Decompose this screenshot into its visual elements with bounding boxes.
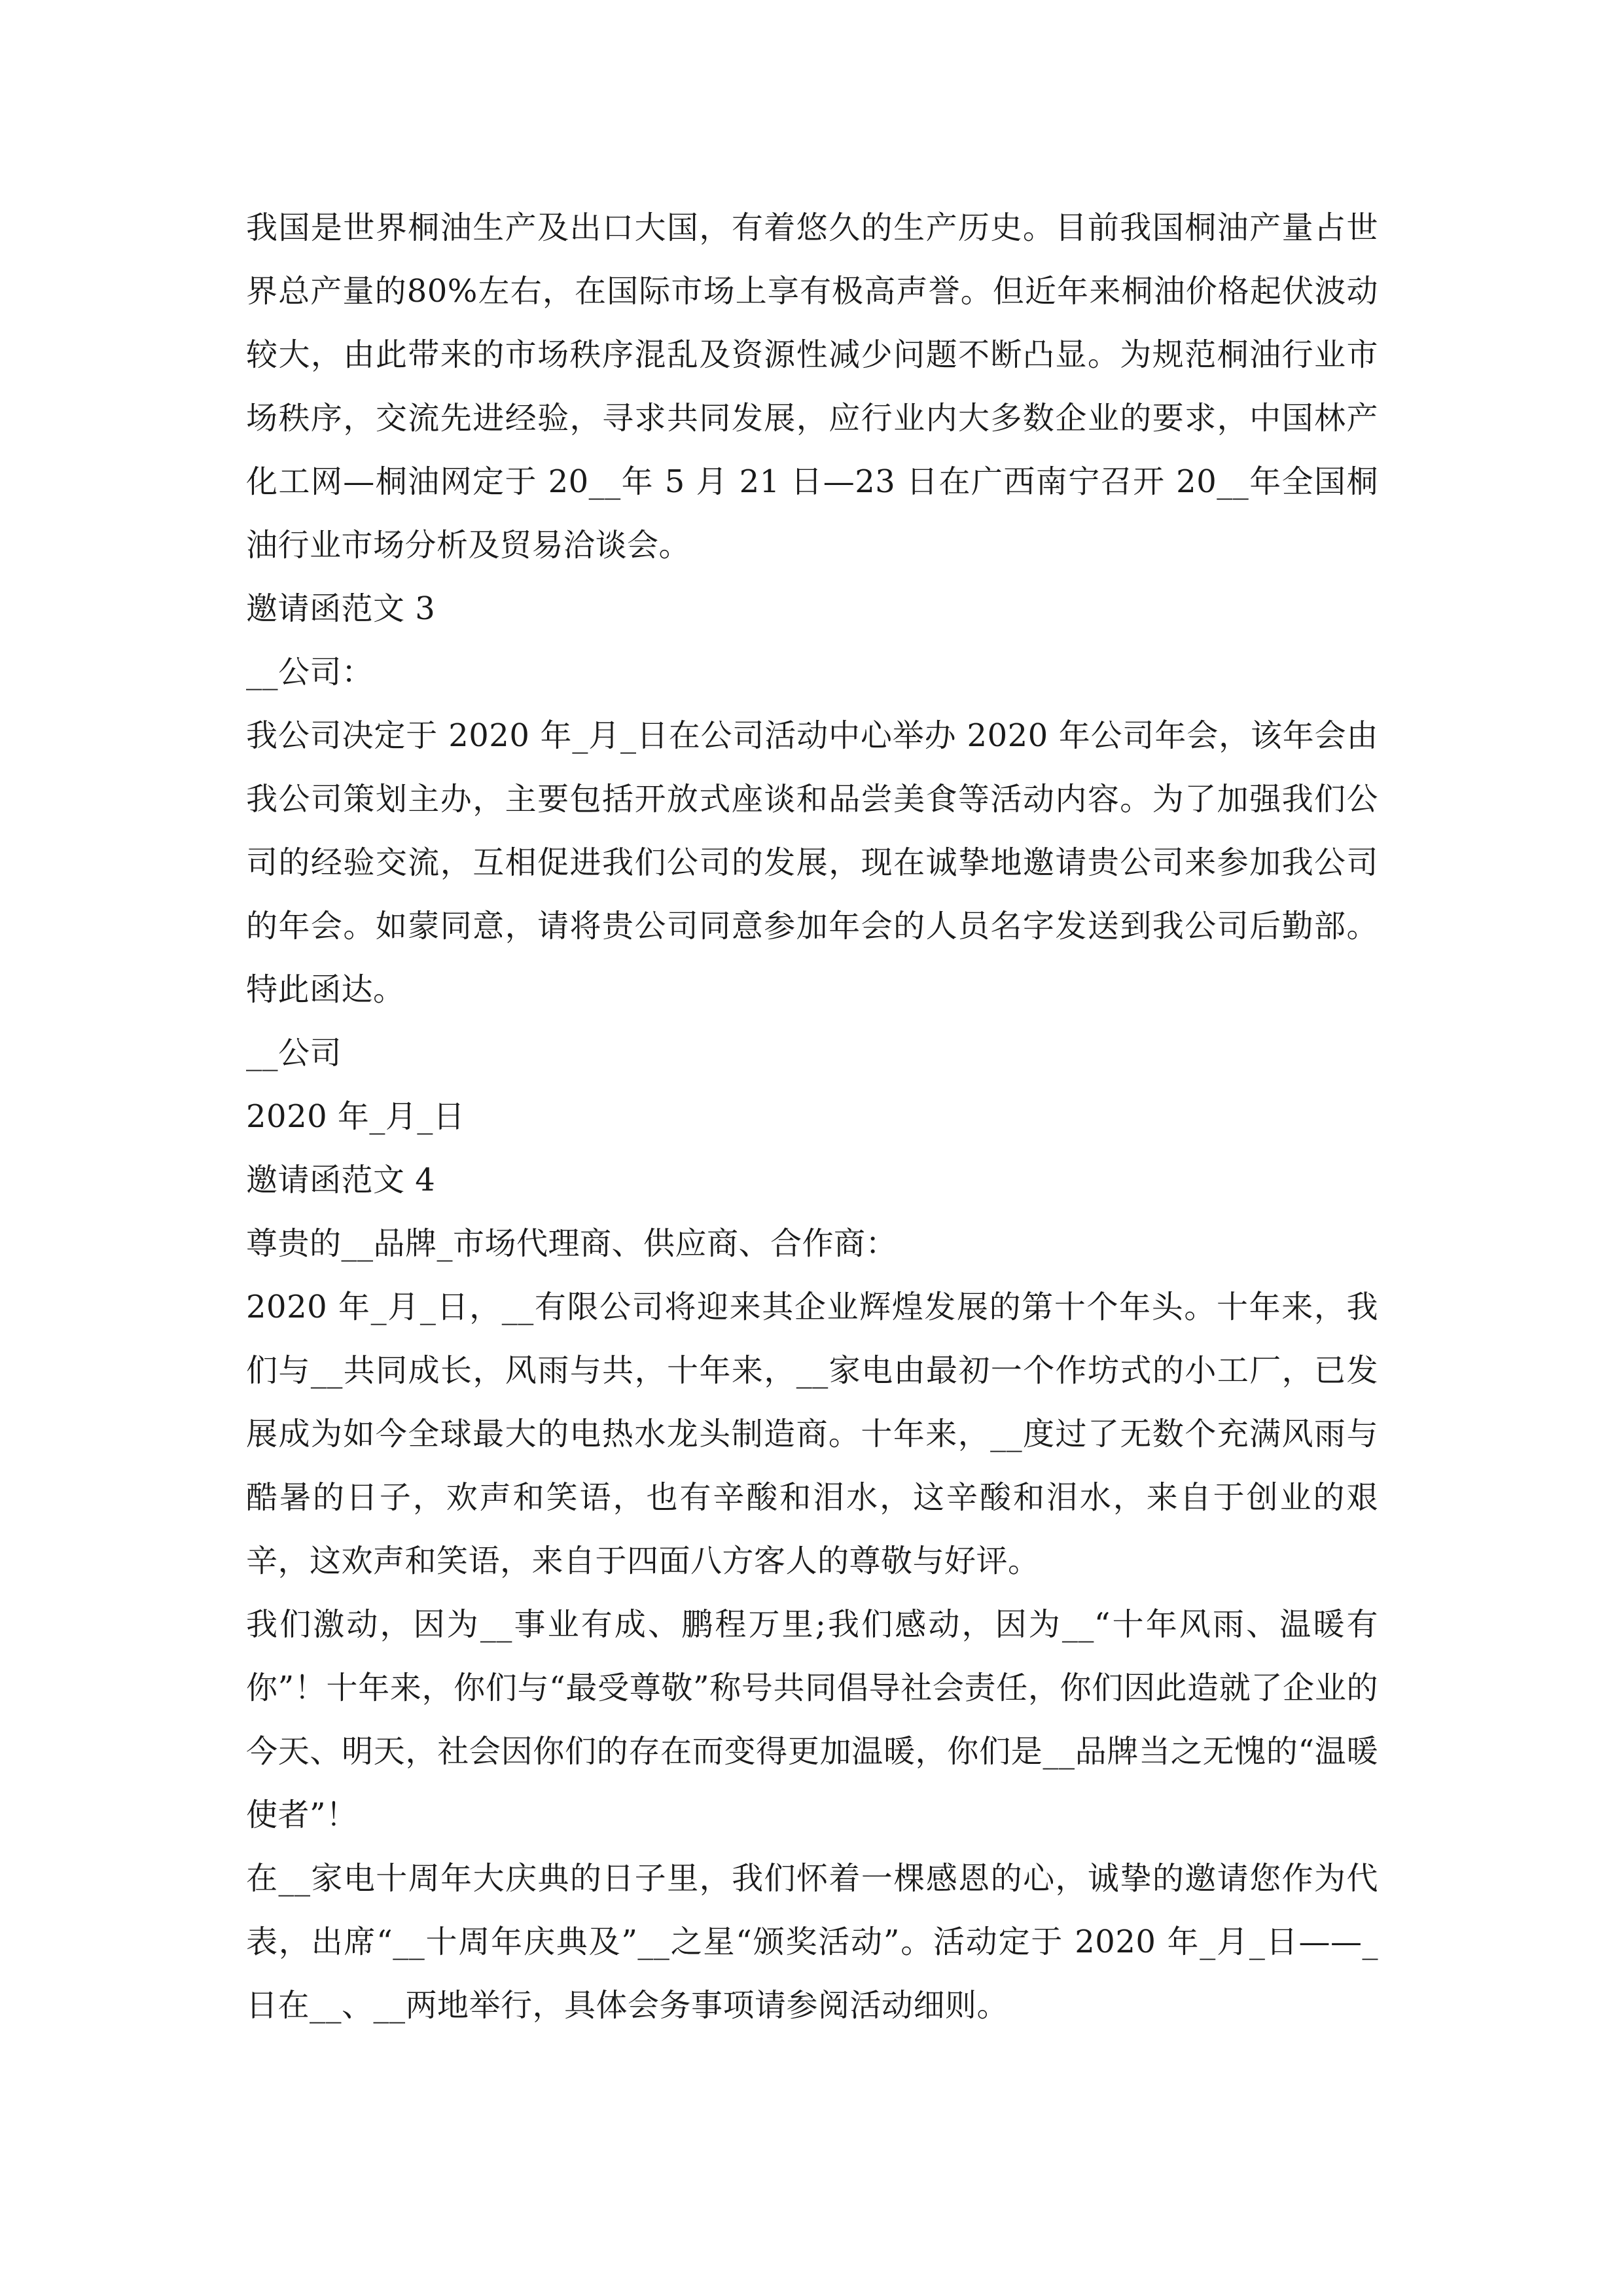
signature-company: __公司 — [246, 1035, 342, 1071]
paragraph-tung-oil-intro: 我国是世界桐油生产及出口大国，有着悠久的生产历史。目前我国桐油产量占世界总产量的80%左右，在国际市场上享有极高声誉。但近年来桐油价格起伏波动较大，由此带来的市场秩序混乱及资源性减少问题不断凸显。为规范桐油行业市场秩序，交流先进经验，寻求共同发展，应行业内大多数企业的要求，中国林产化工网—桐油网定于 20__年 5 月 21 日—23 日在广西南宁召开 20__年全国桐油行业市场分析及贸易洽谈会。 — [246, 209, 1378, 564]
salutation-company: __公司： — [246, 654, 374, 691]
salutation-partners: 尊贵的__品牌_市场代理商、供应商、合作商： — [246, 1225, 898, 1262]
heading-sample-3: 邀请函范文 3 — [246, 590, 436, 627]
signature-date: 2020 年_月_日 — [246, 1098, 465, 1135]
document-body — [246, 196, 1378, 2037]
paragraph-invitation-details: 在__家电十周年大庆典的日子里，我们怀着一棵感恩的心，诚挚的邀请您作为代表，出席“__十周年庆典及”__之星“颁奖活动”。活动定于 2020 年_月_日——_日在__、__两地举行，具体会务事项请参阅活动细则。 — [246, 1860, 1378, 2024]
paragraph-tenth-anniversary: 2020 年_月_日，__有限公司将迎来其企业辉煌发展的第十个年头。十年来，我们与__共同成长，风雨与共，十年来，__家电由最初一个作坊式的小工厂，已发展成为如今全球最大的电热水龙头制造商。十年来，__度过了无数个充满风雨与酷暑的日子，欢声和笑语，也有辛酸和泪水，这辛酸和泪水，来自于创业的艰辛，这欢声和笑语，来自于四面八方客人的尊敬与好评。 — [246, 1289, 1378, 1579]
paragraph-annual-meeting: 我公司决定于 2020 年_月_日在公司活动中心举办 2020 年公司年会，该年会由我公司策划主办，主要包括开放式座谈和品尝美食等活动内容。为了加强我们公司的经验交流，互相促进我们公司的发展，现在诚挚地邀请贵公司来参加我公司的年会。如蒙同意，请将贵公司同意参加年会的人员名字发送到我公司后勤部。特此函达。 — [246, 717, 1378, 1008]
paragraph-gratitude: 我们激动，因为__事业有成、鹏程万里;我们感动，因为__“十年风雨、温暖有你”！十年来，你们与“最受尊敬”称号共同倡导社会责任，你们因此造就了企业的今天、明天，社会因你们的存在而变得更加温暖，你们是__品牌当之无愧的“温暖使者”！ — [246, 1606, 1378, 1833]
heading-sample-4: 邀请函范文 4 — [246, 1162, 436, 1198]
